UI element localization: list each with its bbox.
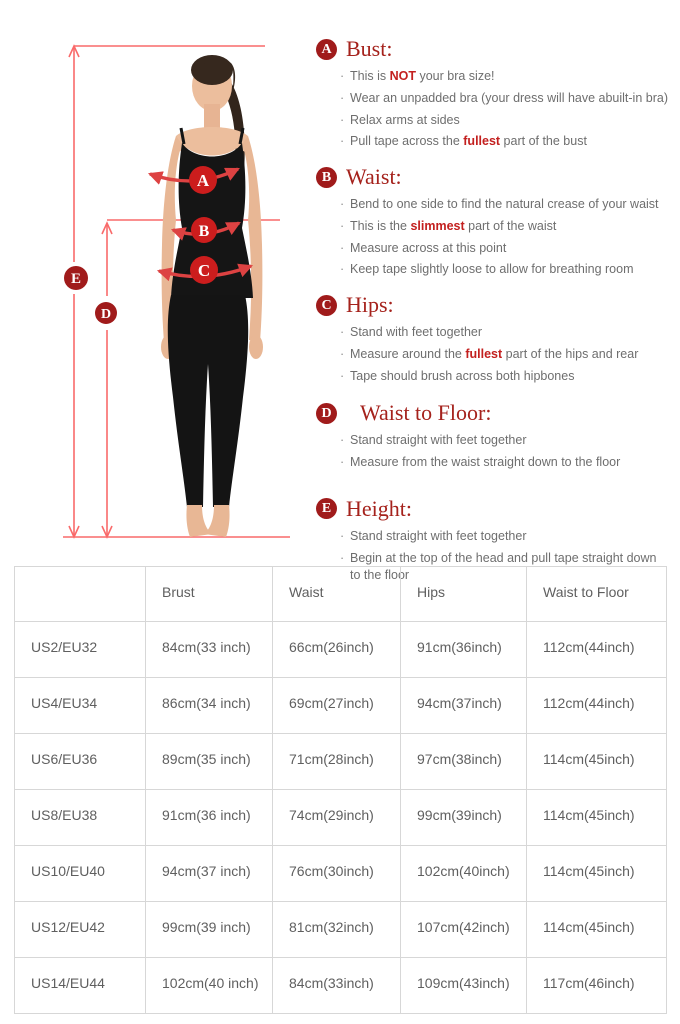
size-table-head <box>15 567 667 622</box>
bullet-dot-icon: · <box>340 90 345 105</box>
measurement-cell: 84cm(33 inch) <box>146 622 273 678</box>
instruction-bullet <box>340 196 668 214</box>
bullet-dot-icon: · <box>340 433 345 448</box>
bullet-text: This is the <box>350 218 411 233</box>
size-label-cell: US10/EU40 <box>15 846 146 902</box>
instruction-bullet <box>340 346 668 364</box>
bullet-dot-icon: · <box>340 550 345 565</box>
measurement-cell: 89cm(35 inch) <box>146 734 273 790</box>
bullet-text: Stand straight with feet together <box>350 528 527 543</box>
measurement-cell: 94cm(37 inch) <box>146 846 273 902</box>
bullet-text: part of the bust <box>500 134 587 149</box>
bullet-text: Measure around the <box>350 346 466 361</box>
section-heading <box>316 400 668 426</box>
bullet-dot-icon: · <box>340 134 345 149</box>
measurement-cell: 76cm(30inch) <box>273 846 401 902</box>
measurement-cell: 114cm(45inch) <box>527 790 667 846</box>
measure-section-c <box>316 292 668 385</box>
emphasis-text: NOT <box>389 69 416 83</box>
marker-badge-b: B <box>316 167 337 188</box>
measurement-cell: 112cm(44inch) <box>527 622 667 678</box>
bullet-text: Stand straight with feet together <box>350 433 527 448</box>
measurement-cell: 84cm(33inch) <box>273 958 401 1014</box>
measurement-cell: 97cm(38inch) <box>401 734 527 790</box>
measurement-cell: 69cm(27inch) <box>273 678 401 734</box>
table-row <box>15 958 667 1014</box>
waist-marker: B <box>198 223 210 240</box>
emphasis-text: fullest <box>465 346 503 361</box>
instruction-bullet <box>340 90 668 108</box>
bullet-dot-icon: · <box>340 112 345 127</box>
bullet-dot-icon: · <box>340 262 345 277</box>
emphasis-text: fullest <box>463 134 501 149</box>
size-label-cell: US12/EU42 <box>15 902 146 958</box>
table-row <box>15 622 667 678</box>
table-row <box>15 678 667 734</box>
section-title: Height: <box>346 495 412 521</box>
column-header-hips: Hips <box>401 567 527 622</box>
measurement-cell: 91cm(36 inch) <box>146 790 273 846</box>
instruction-bullet <box>340 368 668 386</box>
bullet-text: Tape should brush across both hipbones <box>350 368 575 383</box>
bullet-text: Measure from the waist straight down to the floor <box>350 455 621 469</box>
marker-badge-e: E <box>316 498 337 519</box>
bullet-text: part of the waist <box>464 218 557 233</box>
bullet-dot-icon: · <box>340 455 345 469</box>
instruction-bullet <box>340 68 668 86</box>
size-table-header-row <box>15 567 667 622</box>
measurement-cell: 94cm(37inch) <box>401 678 527 734</box>
column-header-waist: Waist <box>273 567 401 622</box>
model-figure <box>161 55 263 537</box>
marker-badge-a: A <box>316 39 337 60</box>
column-header-brust: Brust <box>146 567 273 622</box>
size-label-cell: US8/EU38 <box>15 790 146 846</box>
bullet-dot-icon: · <box>340 197 345 211</box>
bullet-text: part of the hips and rear <box>502 346 639 361</box>
column-header-size <box>15 567 146 622</box>
instruction-bullet <box>340 112 668 130</box>
section-title: Hips: <box>346 292 394 317</box>
bullet-text: Begin at the top of the head and pull tape straight down to the floor <box>350 550 657 583</box>
section-title: Waist: <box>346 164 402 189</box>
instruction-bullet <box>340 133 668 151</box>
measurement-cell: 114cm(45inch) <box>527 734 667 790</box>
instruction-bullet <box>340 218 668 236</box>
bust-marker: A <box>196 171 210 190</box>
size-label-cell: US14/EU44 <box>15 958 146 1014</box>
instruction-bullet <box>340 454 668 472</box>
measurement-cell: 99cm(39inch) <box>401 790 527 846</box>
right-foot <box>204 505 230 537</box>
measurement-cell: 114cm(45inch) <box>527 902 667 958</box>
measurement-cell: 66cm(26inch) <box>273 622 401 678</box>
measurement-cell: 102cm(40 inch) <box>146 958 273 1014</box>
section-bullets <box>316 432 668 472</box>
section-heading <box>316 496 668 522</box>
size-label-cell: US6/EU36 <box>15 734 146 790</box>
measurement-cell: 81cm(32inch) <box>273 902 401 958</box>
section-heading <box>316 292 668 318</box>
instruction-bullet <box>340 528 668 546</box>
measure-sections <box>316 36 668 598</box>
instruction-bullet <box>340 240 668 258</box>
measure-section-b <box>316 164 668 279</box>
bullet-text: Measure across at this point <box>350 240 507 255</box>
section-heading <box>316 36 668 62</box>
bullet-text: Relax arms at sides <box>350 112 460 127</box>
measurement-cell: 99cm(39 inch) <box>146 902 273 958</box>
section-bullets <box>316 196 668 279</box>
section-bullets <box>316 68 668 151</box>
measurement-cell: 74cm(29inch) <box>273 790 401 846</box>
leggings <box>168 295 248 507</box>
size-table-body <box>15 622 667 1014</box>
column-header-waist-to-floor: Waist to Floor <box>527 567 667 622</box>
measurement-cell: 107cm(42inch) <box>401 902 527 958</box>
section-title: Waist to Floor: <box>360 400 492 426</box>
table-row <box>15 846 667 902</box>
measurement-cell: 109cm(43inch) <box>401 958 527 1014</box>
bullet-text: Pull tape across the <box>350 134 464 149</box>
section-bullets <box>316 324 668 385</box>
bullet-dot-icon: · <box>340 218 345 233</box>
measurement-cell: 102cm(40inch) <box>401 846 527 902</box>
measurement-cell: 112cm(44inch) <box>527 678 667 734</box>
measure-section-d <box>316 400 668 472</box>
size-label-cell: US4/EU34 <box>15 678 146 734</box>
bullet-text: Bend to one side to find the natural crease of your waist <box>350 197 659 211</box>
emphasis-text: slimmest <box>410 218 465 233</box>
measurement-cell: 91cm(36inch) <box>401 622 527 678</box>
measurement-cell: 114cm(45inch) <box>527 846 667 902</box>
waist-to-floor-marker: D <box>100 307 112 322</box>
measurement-cell: 86cm(34 inch) <box>146 678 273 734</box>
bullet-text: This is <box>350 69 390 83</box>
table-row <box>15 734 667 790</box>
marker-badge-c: C <box>316 295 337 316</box>
height-marker: E <box>70 271 82 287</box>
size-table <box>14 566 667 1014</box>
bullet-dot-icon: · <box>340 325 345 339</box>
bullet-text: Stand with feet together <box>350 325 483 339</box>
section-heading <box>316 164 668 190</box>
measurement-cell: 71cm(28inch) <box>273 734 401 790</box>
measure-section-a <box>316 36 668 151</box>
table-row <box>15 790 667 846</box>
bullet-dot-icon: · <box>340 69 345 83</box>
right-hand <box>249 335 263 359</box>
instruction-bullet <box>340 324 668 342</box>
instruction-bullet <box>340 261 668 279</box>
bullet-text: Wear an unpadded bra (your dress will have abuilt-in bra) <box>350 90 668 105</box>
bullet-dot-icon: · <box>340 368 345 383</box>
instruction-bullet <box>340 432 668 450</box>
bullet-text: your bra size! <box>415 69 495 83</box>
table-row <box>15 902 667 958</box>
section-title: Bust: <box>346 36 393 61</box>
bullet-dot-icon: · <box>340 346 345 361</box>
measurement-cell: 117cm(46inch) <box>527 958 667 1014</box>
bullet-dot-icon: · <box>340 528 345 543</box>
bullet-dot-icon: · <box>340 240 345 255</box>
bullet-text: Keep tape slightly loose to allow for breathing room <box>350 262 634 277</box>
size-label-cell: US2/EU32 <box>15 622 146 678</box>
hips-marker: C <box>197 261 211 280</box>
marker-badge-d: D <box>316 403 337 424</box>
